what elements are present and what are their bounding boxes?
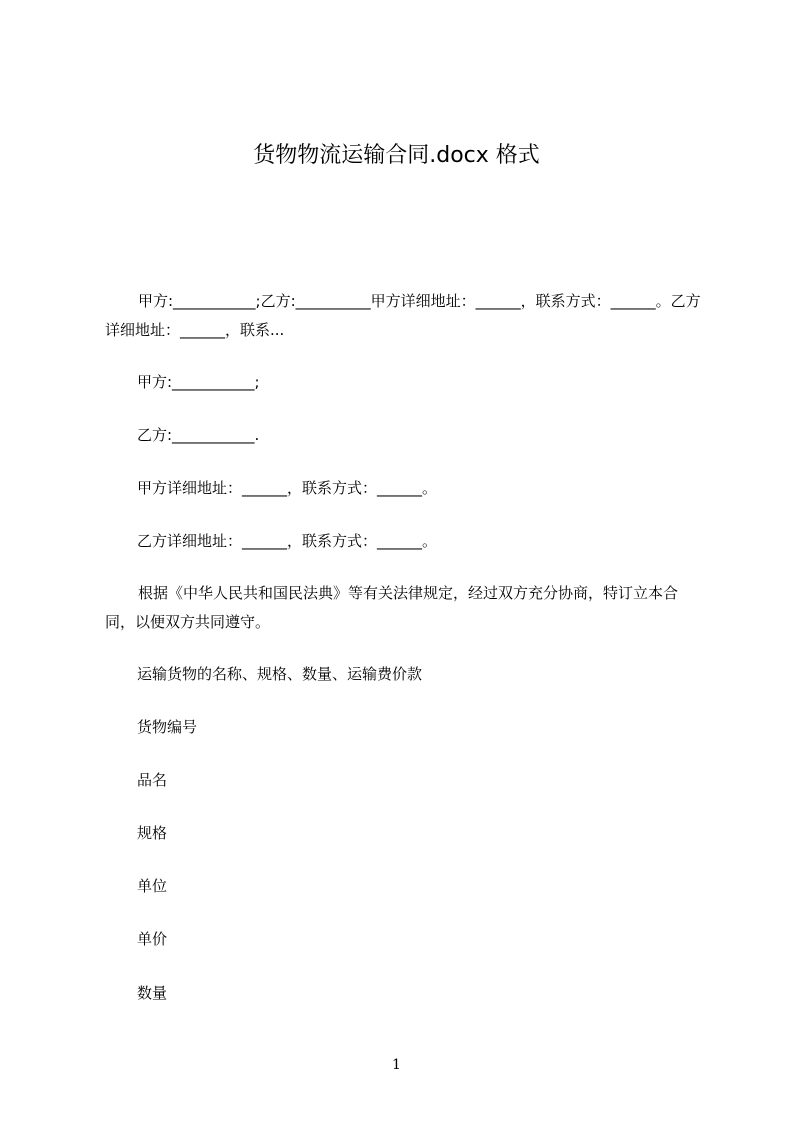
document-title: 货物物流运输合同.docx 格式 [253,143,540,168]
field-item-quantity: 数量 [137,984,168,1002]
field-item-name: 品名 [137,771,168,789]
page-number: 1 [392,1057,401,1073]
preamble-paragraph: 根据《中华人民共和国民法典》等有关法律规定，经过双方充分协商，特订立本合同，以便双方共同遵守。 [105,584,679,631]
party-a-address-line: 甲方详细地址：______，联系方式：______。 [137,479,438,497]
party-a-line: 甲方:___________; [137,373,260,391]
party-b-line: 乙方:___________. [137,426,260,444]
field-item-number: 货物编号 [137,718,198,736]
field-item-unit: 单位 [137,877,168,895]
party-b-address-line: 乙方详细地址：______，联系方式：______。 [137,532,438,550]
field-item-spec: 规格 [137,824,168,842]
section-heading: 运输货物的名称、规格、数量、运输费价款 [137,665,423,683]
field-item-unit-price: 单价 [137,930,168,948]
summary-paragraph: 甲方:___________;乙方:__________甲方详细地址：______，联系方式：______。乙方详细地址：______，联系... [105,292,701,339]
